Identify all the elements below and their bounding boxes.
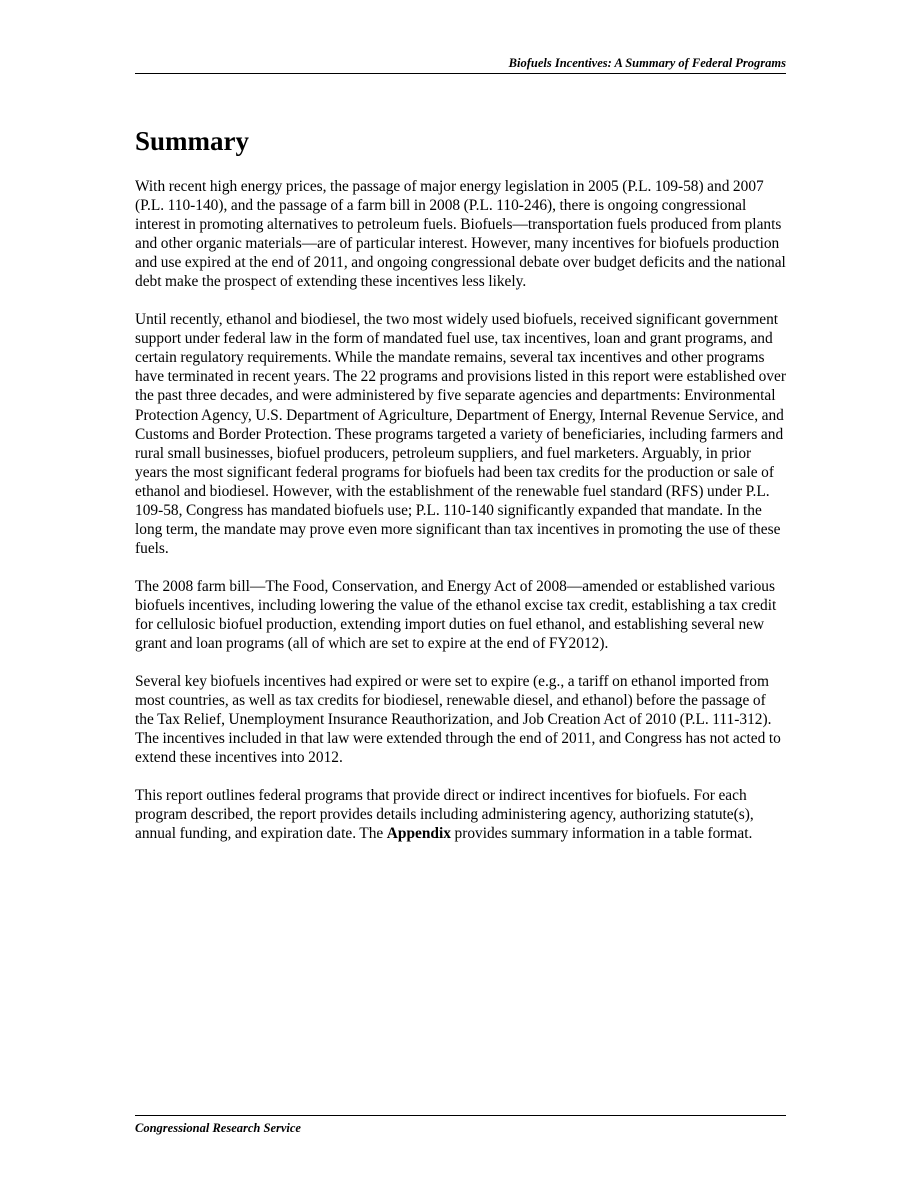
paragraph-text-after: provides summary information in a table format. xyxy=(450,825,753,843)
paragraph-text-before: This report outlines federal programs that provide direct or indirect incentives for biofuels. For each program described, the report provides details including administering agency, authorizing statute(s), annual funding, and expiration date. The xyxy=(135,787,754,843)
footer-divider xyxy=(135,1115,786,1116)
page-title: Summary xyxy=(135,126,249,156)
summary-paragraph-5 xyxy=(135,786,786,843)
appendix-reference: Appendix xyxy=(386,825,451,843)
running-footer: Congressional Research Service xyxy=(135,1121,301,1135)
summary-paragraph-2: Until recently, ethanol and biodiesel, the two most widely used biofuels, received significant government support under federal law in the form of mandated fuel use, tax incentives, loan and grant programs, and certain regulatory requirements. While the mandate remains, several tax incentives and other programs have terminated in recent years. The 22 programs and provisions listed in this report were established over the past three decades, and were administered by five separate agencies and departments: Environmental Protection Agency, U.S. Department of Agriculture, Department of Energy, Internal Revenue Service, and Customs and Border Protection. These programs targeted a variety of beneficiaries, including farmers and rural small businesses, biofuel producers, petroleum suppliers, and fuel marketers. Arguably, in prior years the most significant federal programs for biofuels had been tax credits for the production or sale of ethanol and biodiesel. However, with the establishment of the renewable fuel standard (RFS) under P.L. 109-58, Congress has mandated biofuels use; P.L. 110-140 significantly expanded that mandate. In the long term, the mandate may prove even more significant than tax incentives in promoting the use of these fuels. xyxy=(135,311,786,557)
summary-paragraph-3: The 2008 farm bill—The Food, Conservation, and Energy Act of 2008—amended or established various biofuels incentives, including lowering the value of the ethanol excise tax credit, establishing a tax credit for cellulosic biofuel production, extending import duties on fuel ethanol, and establishing several new grant and loan programs (all of which are set to expire at the end of FY2012). xyxy=(135,577,777,653)
summary-paragraph-1: With recent high energy prices, the passage of major energy legislation in 2005 (P.L. 109-58) and 2007 (P.L. 110-140), and the passage of a farm bill in 2008 (P.L. 110-246), there is ongoing congressional interest in promoting alternatives to petroleum fuels. Biofuels—transportation fuels produced from plants and other organic materials—are of particular interest. However, many incentives for biofuels production and use expired at the end of 2011, and ongoing congressional debate over budget deficits and the national debt make the prospect of extending these incentives less likely. xyxy=(135,178,786,291)
running-header: Biofuels Incentives: A Summary of Federal Programs xyxy=(135,55,786,74)
summary-body xyxy=(135,177,786,862)
summary-paragraph-4: Several key biofuels incentives had expired or were set to expire (e.g., a tariff on ethanol imported from most countries, as well as tax credits for biodiesel, renewable diesel, and ethanol) before the passage of the Tax Relief, Unemployment Insurance Reauthorization, and Job Creation Act of 2010 (P.L. 111-312). The incentives included in that law were extended through the end of 2011, and Congress has not acted to extend these incentives into 2012. xyxy=(135,673,781,767)
